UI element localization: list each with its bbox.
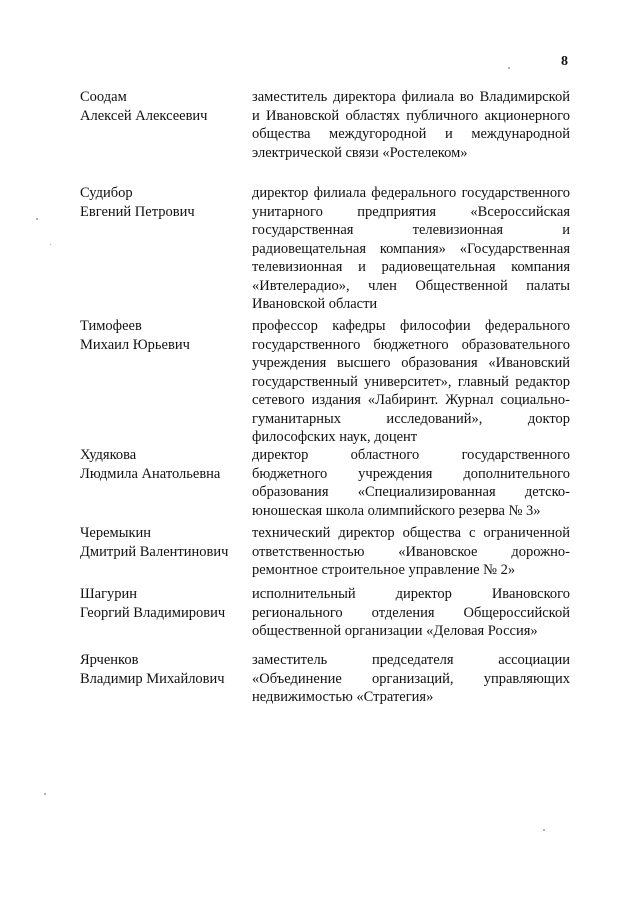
scan-speck [508, 67, 510, 69]
member-role: заместитель председателя ассоциации «Объединение организаций, управляющих недвижимостью «Стратегия» [252, 652, 570, 705]
member-name [80, 651, 250, 688]
member-given-names: Алексей Алексеевич [80, 107, 208, 124]
member-role: профессор кафедры философии федерального государственного бюджетного образовательного учреждения высшего образования «Ивановский государственный университет», главный редактор сетевого издания «Лабиринт. Журнал социально-гуманитарных исследований», доктор философских наук, доцент [252, 318, 570, 445]
member-given-names: Владимир Михайлович [80, 670, 225, 687]
member-role: заместитель директора филиала во Владимирской и Ивановской областях публичного акционерного общества междугородной и международной электрической связи «Ростелеком» [252, 89, 570, 161]
member-role: директор областного государственного бюджетного учреждения дополнительного образования «Специализированная детско-юношеская школа олимпийского резерва № 3» [252, 447, 570, 519]
member-given-names: Георгий Владимирович [80, 604, 226, 621]
member-given-names: Людмила Анатольевна [80, 465, 221, 482]
member-surname: Соодам [80, 89, 127, 105]
member-given-names: Евгений Петрович [80, 203, 195, 220]
member-surname: Шагурин [80, 586, 138, 602]
page-number: 8 [561, 54, 568, 69]
member-name [80, 317, 250, 354]
member-given-names: Дмитрий Валентинович [80, 543, 229, 560]
member-surname: Тимофеев [80, 318, 142, 334]
member-surname: Черемыкин [80, 525, 152, 541]
scan-speck [36, 218, 38, 220]
member-surname: Худякова [80, 447, 137, 463]
member-name [80, 524, 250, 561]
member-surname: Судибор [80, 185, 133, 201]
member-role: технический директор общества с ограниченной ответственностью «Ивановское дорожно-ремонтное строительное управление № 2» [252, 525, 570, 578]
member-surname: Ярченков [80, 652, 139, 668]
member-role: исполнительный директор Ивановского регионального отделения Общероссийской общественной организации «Деловая Россия» [252, 586, 570, 639]
member-name [80, 88, 250, 125]
member-role: директор филиала федерального государственного унитарного предприятия «Всероссийская государственная телевизионная и радиовещательная компания» «Государственная телевизионная и радиовещательная компания «Ивтелерадио», член Общественной палаты Ивановской области [252, 185, 570, 312]
member-given-names: Михаил Юрьевич [80, 336, 190, 353]
scan-speck [543, 829, 545, 831]
member-name [80, 184, 250, 221]
member-name [80, 446, 250, 483]
scan-speck [50, 244, 51, 245]
scan-speck [44, 793, 46, 795]
member-name [80, 585, 250, 622]
